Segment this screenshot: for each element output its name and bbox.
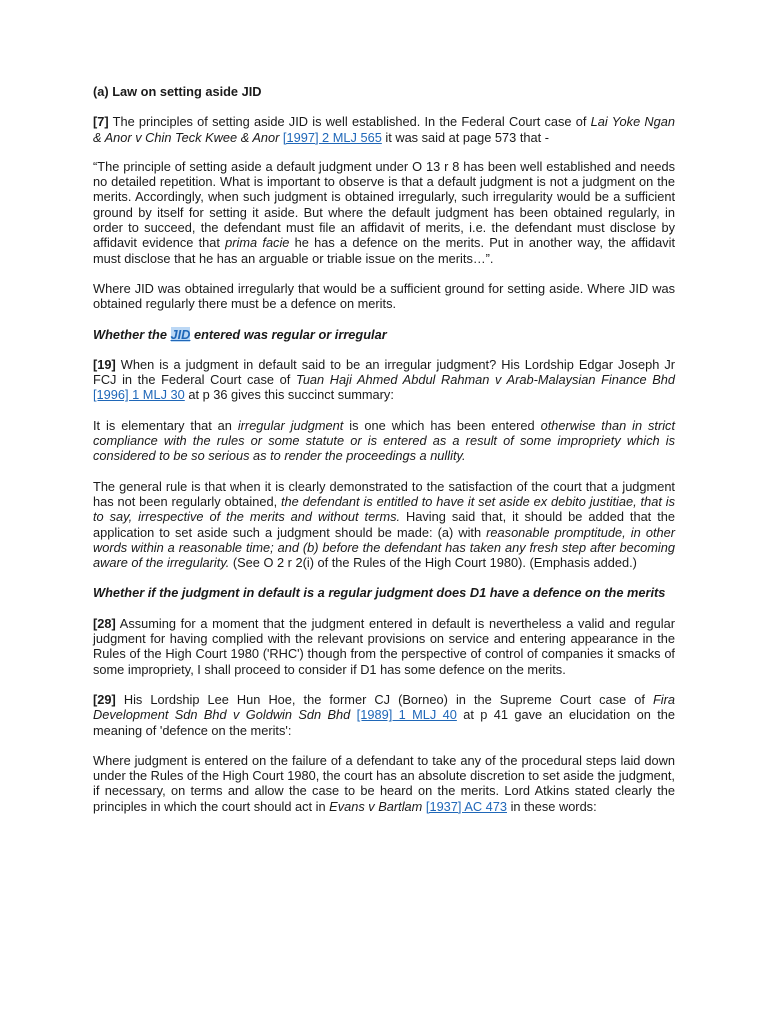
section-heading-regular: Whether the JID entered was regular or irregular	[93, 326, 387, 342]
case-name: Lai Yoke Ngan & Anor v Chin Teck Kwee & Anor	[93, 114, 675, 145]
paragraph-general-rule: The general rule is that when it is clearly demonstrated to the satisfaction of the court that a judgment has not been regularly obtained, the defendant is entitled to have it set aside ex debito justitiae, that is to say, irrespective of the merits and without terms. Having said that, it should be added that the application to set aside such a judgment should be made: (a) with reasonable promptitude, in other words within a reasonable time; and (b) before the defendant has taken any fresh step after becoming aware of the irregularity. (See O 2 r 2(i) of the Rules of the High Court 1980). (Emphasis added.)	[93, 478, 675, 571]
paragraph-elementary: It is elementary that an irregular judgment is one which has been entered otherwise than in strict compliance with the rules or some statute or is entered as a result of some impropriety which is considered to be so serious as to render the proceedings a nullity.	[93, 417, 675, 464]
citation-link[interactable]: [1937] AC 473	[425, 798, 508, 814]
paragraph-29: [29] His Lordship Lee Hun Hoe, the former CJ (Borneo) in the Supreme Court case of Fira Development Sdn Bhd v Goldwin Sdn Bhd [1989] 1 MLJ 40 at p 41 gave an elucidation on the meaning of 'defence on the merits':	[93, 691, 675, 738]
case-name: Fira Development Sdn Bhd v Goldwin Sdn Bhd	[93, 691, 675, 723]
citation-link[interactable]: [1996] 1 MLJ 30	[93, 387, 185, 403]
paragraph-number: [28]	[93, 615, 116, 631]
highlighted-term[interactable]: JID	[170, 326, 191, 342]
case-name: Evans v Bartlam	[329, 798, 423, 814]
paragraph-7: [7] The principles of setting aside JID is well established. In the Federal Court case of Lai Yoke Ngan & Anor v Chin Teck Kwee & Anor [1997] 2 MLJ 565 it was said at page 573 that -	[93, 114, 675, 145]
citation-link[interactable]: [1989] 1 MLJ 40	[356, 707, 457, 723]
paragraph-where-jid: Where JID was obtained irregularly that would be a sufficient ground for setting aside. Where JID was obtained regularly there must be a defence on merits.	[93, 280, 675, 312]
paragraph-19: [19] When is a judgment in default said to be an irregular judgment? His Lordship Edgar Joseph Jr FCJ in the Federal Court case of Tuan Haji Ahmed Abdul Rahman v Arab-Malaysian Finance Bhd [1996] 1 MLJ 30 at p 36 gives this succinct summary:	[93, 356, 676, 403]
section-heading-law: (a) Law on setting aside JID	[93, 84, 262, 99]
paragraph-number: [7]	[93, 114, 109, 130]
quote-paragraph: “The principle of setting aside a default judgment under O 13 r 8 has been well established and needs no detailed repetition. What is important to observe is that a default judgment is not a judgment on the merits. Accordingly, when such judgment is obtained irregularly, such irregularity would be a sufficient ground by itself for setting it aside. But where the default judgment has been obtained regularly, in order to succeed, the defendant must file an affidavit of merits, i.e. the defendant must disclose by affidavit evidence that prima facie he has a defence on the merits. Put in another way, the affidavit must disclose that he has an arguable or triable issue on the merits…”.	[93, 158, 676, 266]
paragraph-where-judgment: Where judgment is entered on the failure of a defendant to take any of the procedural steps laid down under the Rules of the High Court 1980, the court has an absolute discretion to set aside the judgment, if necessary, on terms and allow the case to be heard on the merits. Lord Atkins stated clearly the principles in which the court should act in Evans v Bartlam [1937] AC 473 in these words:	[93, 752, 675, 814]
case-name: Tuan Haji Ahmed Abdul Rahman v Arab-Malaysian Finance Bhd	[295, 372, 676, 388]
section-heading-defence: Whether if the judgment in default is a regular judgment does D1 have a defence on the merits	[93, 585, 666, 601]
paragraph-number: [19]	[93, 356, 116, 372]
paragraph-28: [28] Assuming for a moment that the judgment entered in default is nevertheless a valid and regular judgment for having complied with the relevant provisions on service and entering appearance in the Rules of the High Court 1980 ('RHC') though from the perspective of control of companies it smacks of some impropriety, I shall proceed to consider if D1 has some defence on the merits.	[93, 615, 675, 677]
document-page	[93, 84, 675, 814]
paragraph-number: [29]	[93, 691, 116, 707]
citation-link[interactable]: [1997] 2 MLJ 565	[282, 129, 382, 145]
